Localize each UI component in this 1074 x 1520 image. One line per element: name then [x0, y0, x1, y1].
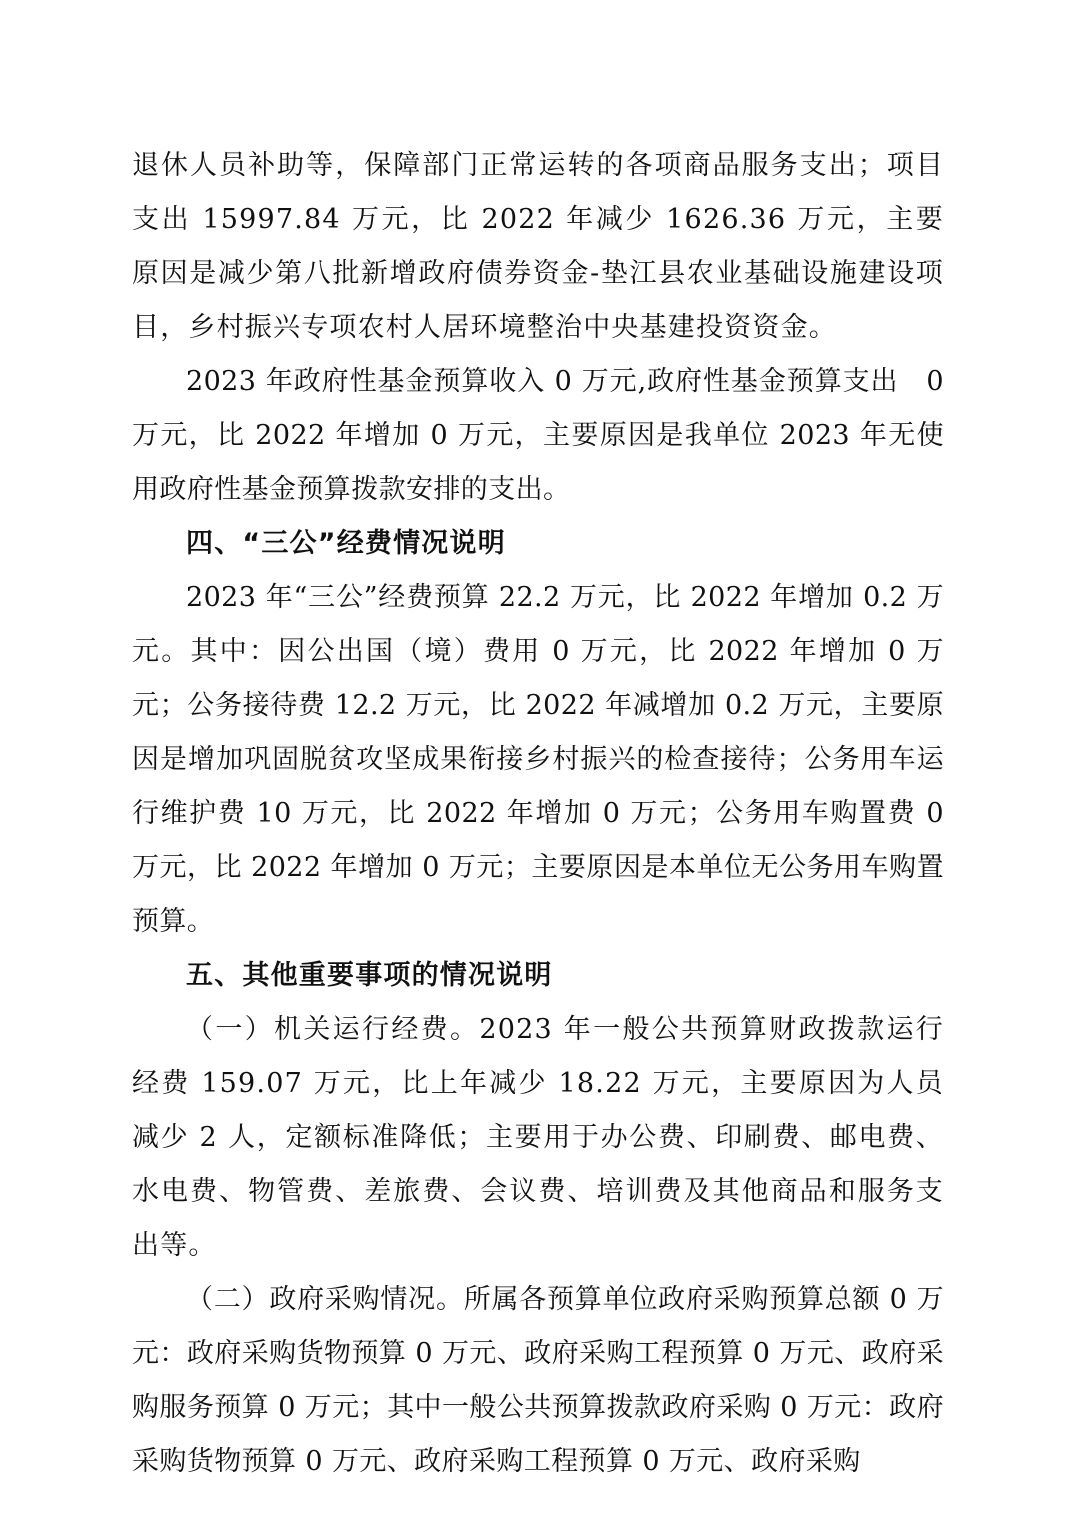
paragraph-project-expenditure: 退休人员补助等，保障部门正常运转的各项商品服务支出；项目支出 15997.84 万元，比 2022 年减少 1626.36 万元，主要原因是减少第八批新增政府债券资金-垫江县农业基础设施建设项目，乡村振兴专项农村人居环境整治中央基建投资资金。 — [132, 150, 944, 343]
section-heading-other-matters: 五、其他重要事项的情况说明 — [186, 960, 553, 991]
section-heading-three-public-expenses: 四、“三公”经费情况说明 — [186, 528, 506, 559]
document-body — [132, 139, 944, 1489]
paragraph-three-public-expenses: 2023 年“三公”经费预算 22.2 万元，比 2022 年增加 0.2 万元。其中：因公出国（境）费用 0 万元，比 2022 年增加 0 万元；公务接待费 12.2 万元，比 2022 年减增加 0.2 万元，主要原因是增加巩固脱贫攻坚成果衔接乡村振兴的检查接待；公务用车运行维护费 10 万元，比 2022 年增加 0 万元；公务用车购置费 0 万元，比 2022 年增加 0 万元；主要原因是本单位无公务用车购置预算。 — [132, 582, 944, 937]
paragraph-government-fund: 2023 年政府性基金预算收入 0 万元,政府性基金预算支出 0 万元，比 2022 年增加 0 万元，主要原因是我单位 2023 年无使用政府性基金预算拨款安排的支出。 — [132, 366, 944, 505]
paragraph-agency-operating-costs: （一）机关运行经费。2023 年一般公共预算财政拨款运行经费 159.07 万元，比上年减少 18.22 万元，主要原因为人员减少 2 人，定额标准降低；主要用于办公费、印刷费、邮电费、水电费、物管费、差旅费、会议费、培训费及其他商品和服务支出等。 — [132, 1014, 944, 1261]
paragraph-government-procurement: （二）政府采购情况。所属各预算单位政府采购预算总额 0 万元：政府采购货物预算 0 万元、政府采购工程预算 0 万元、政府采购服务预算 0 万元；其中一般公共预算拨款政府采购 0 万元：政府采购货物预算 0 万元、政府采购工程预算 0 万元、政府采购 — [132, 1284, 944, 1477]
